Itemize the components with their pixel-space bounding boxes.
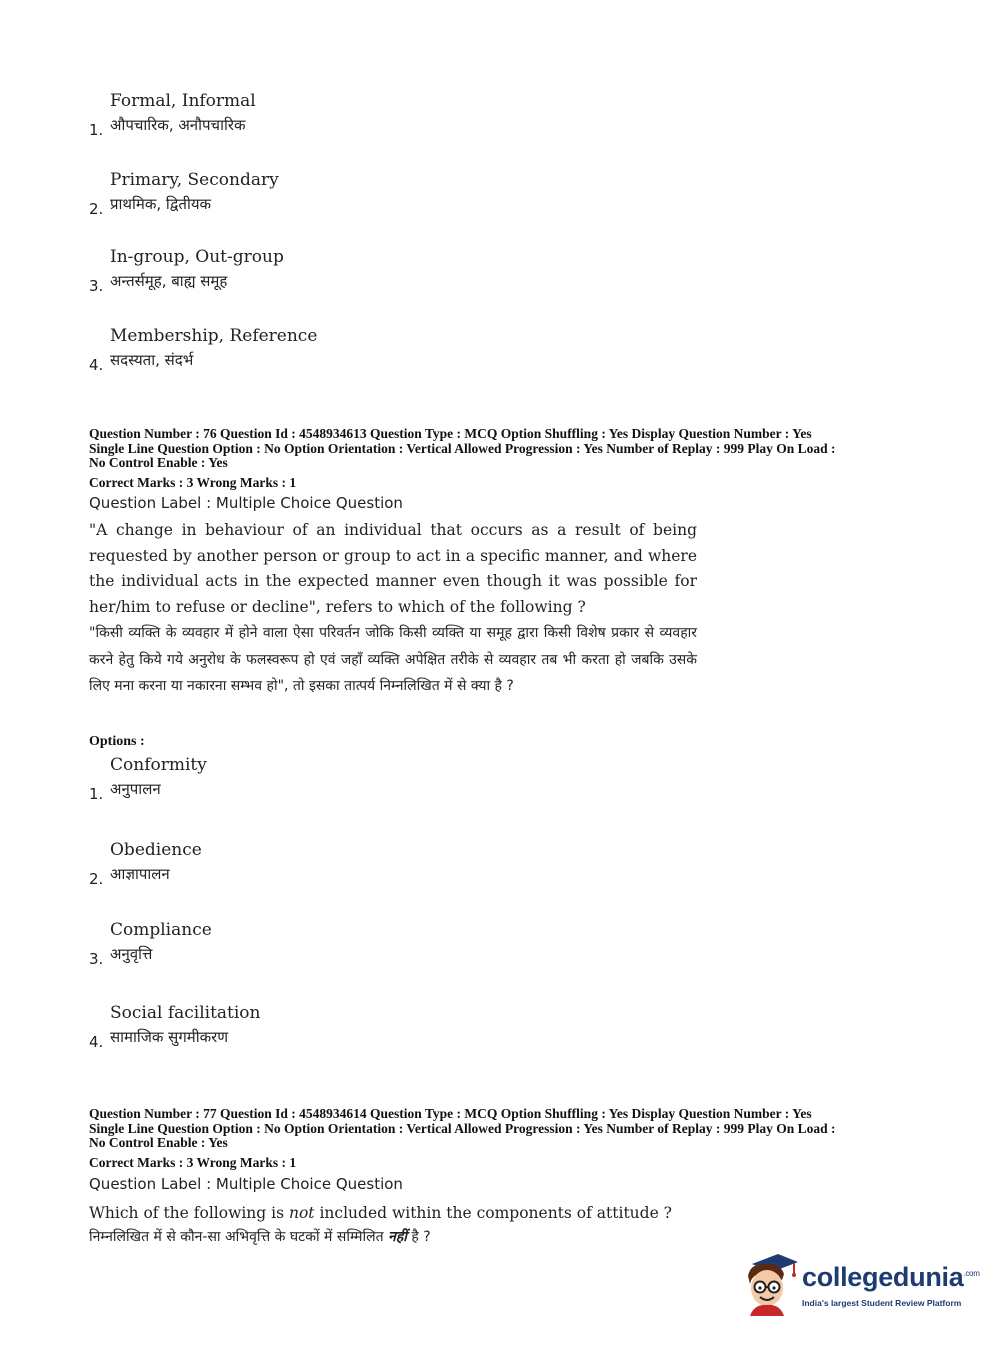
- option-text-hi: सामाजिक सुगमीकरण: [110, 1028, 229, 1046]
- option-text-en: In-group, Out-group: [110, 247, 284, 267]
- meta-line: Question Number : 76 Question Id : 4548934613 Question Type : MCQ Option Shuffling : Yes Display Question Number : Yes: [89, 426, 812, 441]
- option-number: 1.: [89, 785, 104, 803]
- stem-emphasis: not: [288, 1204, 315, 1222]
- option-text-hi: अनुवृत्ति: [110, 945, 153, 963]
- option-number: 4.: [89, 356, 104, 374]
- option-number: 2.: [89, 870, 104, 888]
- brand-tagline: India's largest Student Review Platform: [802, 1298, 962, 1308]
- stem-text: included within the components of attitude ?: [314, 1204, 672, 1222]
- stem-text: Which of the following is: [89, 1204, 289, 1222]
- option-text-en: Primary, Secondary: [110, 170, 279, 190]
- option-text-hi: अनुपालन: [110, 780, 161, 798]
- brand-name: [802, 1262, 980, 1293]
- option-number: 4.: [89, 1033, 104, 1051]
- option-text-hi: अन्तर्समूह, बाह्य समूह: [110, 272, 228, 290]
- question-77-label: Question Label : Multiple Choice Question: [89, 1175, 403, 1193]
- meta-line: Single Line Question Option : No Option Orientation : Vertical Allowed Progression : Yes Number of Replay : 999 Play On Load :: [89, 440, 836, 456]
- option-text-en: Compliance: [110, 920, 212, 940]
- mascot-icon: [742, 1250, 800, 1316]
- option-number: 1.: [89, 121, 104, 139]
- meta-line: No Control Enable : Yes: [89, 455, 228, 470]
- option-text-en: Membership, Reference: [110, 326, 318, 346]
- meta-line: Single Line Question Option : No Option Orientation : Vertical Allowed Progression : Yes Number of Replay : 999 Play On Load :: [89, 1120, 836, 1136]
- question-77-marks: Correct Marks : 3 Wrong Marks : 1: [89, 1155, 297, 1170]
- question-76-metadata: [89, 427, 919, 471]
- brand-dotcom: .com: [963, 1269, 980, 1278]
- option-text-hi: औपचारिक, अनौपचारिक: [110, 116, 246, 134]
- option-text-en: Obedience: [110, 840, 202, 860]
- option-text-hi: सदस्यता, संदर्भ: [110, 351, 194, 369]
- option-text-en: Formal, Informal: [110, 91, 256, 111]
- meta-line: No Control Enable : Yes: [89, 1135, 228, 1150]
- question-76-label: Question Label : Multiple Choice Question: [89, 494, 403, 512]
- question-77-metadata: [89, 1107, 919, 1151]
- option-number: 2.: [89, 200, 104, 218]
- option-text-hi: आज्ञापालन: [110, 865, 170, 883]
- question-77-stem-hi: [89, 1224, 789, 1251]
- question-76-marks: Correct Marks : 3 Wrong Marks : 1: [89, 475, 297, 490]
- options-heading: Options :: [89, 734, 145, 749]
- option-number: 3.: [89, 277, 104, 295]
- meta-line: Question Number : 77 Question Id : 4548934614 Question Type : MCQ Option Shuffling : Yes Display Question Number : Yes: [89, 1106, 812, 1121]
- stem-emphasis: नहीं: [388, 1229, 407, 1245]
- question-76-stem-hi: "किसी व्यक्ति के व्यवहार में होने वाला ऐसा परिवर्तन जोकि किसी व्यक्ति या समूह द्वारा किसी विशेष प्रकार से व्यवहार करने हेतु किये गये अनुरोध के फलस्वरूप हो एवं जहाँ व्यक्ति अपेक्षित तरीके से व्यवहार तब भी करता हो जबकि उसके लिए मना करना या नकारना सम्भव हो", तो इसका तात्पर्य निम्नलिखित में से क्या है ?: [89, 625, 697, 694]
- stem-text: है ?: [406, 1229, 431, 1245]
- stem-text: निम्नलिखित में से कौन-सा अभिवृत्ति के घटकों में सम्मिलित: [89, 1229, 389, 1245]
- question-76-stem-en: "A change in behaviour of an individual that occurs as a result of being requested by another person or group to act in a specific manner, and where the individual acts in the expected manner even though it was possible for her/him to refuse or decline", refers to which of the following ?: [89, 521, 697, 616]
- brand-text: collegedunia: [802, 1262, 964, 1292]
- question-77-stem-en: [89, 1201, 789, 1227]
- option-text-en: Social facilitation: [110, 1003, 261, 1023]
- option-text-en: Conformity: [110, 755, 207, 775]
- option-text-hi: प्राथमिक, द्वितीयक: [110, 195, 212, 213]
- collegedunia-logo: [742, 1250, 980, 1318]
- option-number: 3.: [89, 950, 104, 968]
